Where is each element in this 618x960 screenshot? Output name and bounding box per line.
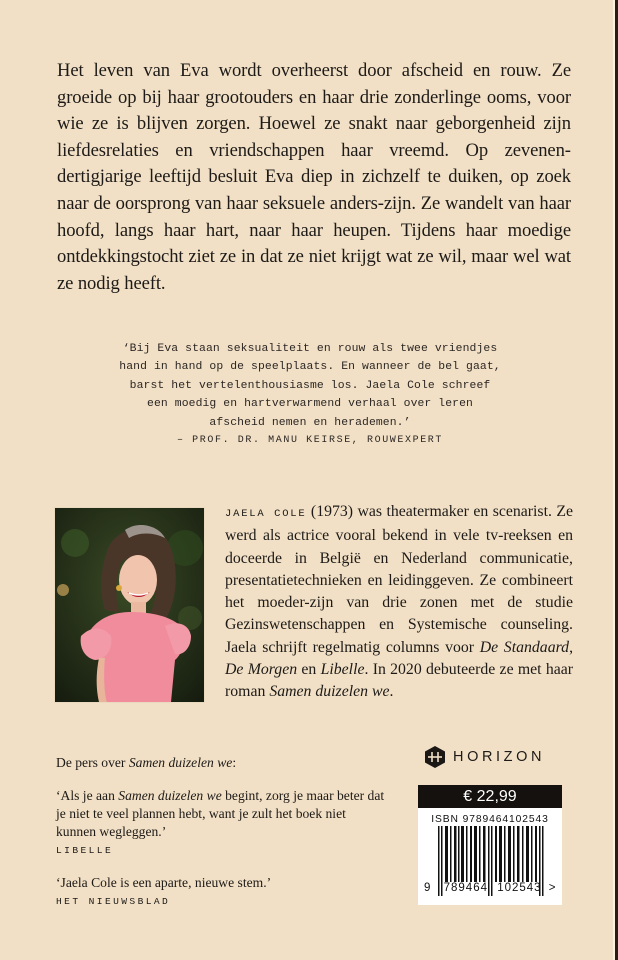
barcode-digits: 9 789464 102543 > [424,882,556,894]
press-reviews [56,754,386,925]
barcode-box [418,785,562,905]
endorsement-line: barst het vertelenthousiasme los. Jaela Cole schreef [129,379,491,392]
debut-novel-title: Samen duizelen we [269,683,390,701]
endorsement-line: ‘Bij Eva staan seksualiteit en rouw als twee vriendjes [122,343,498,355]
author-photo [54,507,205,703]
publication-de-morgen: De Morgen [225,661,298,679]
press-title: De pers over Samen duizelen we: [56,755,237,770]
publication-libelle: Libelle [320,661,365,679]
publisher-logo [425,746,545,768]
isbn-label: ISBN 9789464102543 [431,814,549,825]
endorsement-attribution: – PROF. DR. MANU KEIRSE, ROUWEXPERT [176,435,444,447]
hexagon-h-logo-icon [425,746,445,768]
press-source: LIBELLE [56,845,114,856]
author-bio: JAELA COLE (1973) was theatermaker en scenarist. Ze werd als actrice vooral bekend in vele tv-reeksen en doceerde in België en Nederland communicatie, presentatietechnieken en leidinggeven. Ze combineert het moeder-zijn van drie zonen met de studie Gezinswetenschappen en Systemische counseling. Jaela schrijft regelmatig columns voor De Standaard, De Morgen en Libelle. In 2020 debuteerde ze met haar roman Samen duizelen we. [225,503,574,701]
author-portrait-illustration [55,508,204,702]
author-name: JAELA COLE [225,508,307,520]
press-source: HET NIEUWSBLAD [56,896,171,907]
price-label: € 22,99 [418,785,562,808]
publisher-name: HORIZON [453,749,546,765]
publication-de-standaard: De Standaard [479,638,570,656]
endorsement-quote [80,340,540,450]
endorsement-line: hand in hand op de speelplaats. En wanneer de bel gaat, [119,361,501,374]
endorsement-line: afscheid nemen en herademen.’ [209,416,411,429]
endorsement-line: een moedig en hartverwarmend verhaal over leren [147,398,473,411]
press-quote: ‘Als je aan Samen duizelen we begint, zorg je maar beter dat je niet te veel plannen hebt, want je zult het boek niet kunnen wegleggen.’ LIBELLE [56,787,386,860]
blurb-text [57,58,571,297]
blurb-paragraph: Het leven van Eva wordt overheerst door afscheid en rouw. Ze groeide op bij haar grootouders en haar drie zonderlinge ooms, voor wie ze is blijven zorgen. Hoewel ze snakt naar geborgenheid zijn liefdesrelaties en vriendschappen haar vreemd. Op zevenendertigjarige leeftijd besluit Eva diep in zichzelf te duiken, op zoek naar de oorsprong van haar seksuele anders-zijn. Ze wandelt van haar hoofd, langs haar hart, naar haar heupen. Tijdens haar moedige ontdekkingstocht ziet ze in dat ze niet krijgt wat ze wil, maar wel wat ze nodig heeft. [57,60,571,294]
press-quote: ‘Jaela Cole is een aparte, nieuwe stem.’ HET NIEUWSBLAD [56,874,386,911]
